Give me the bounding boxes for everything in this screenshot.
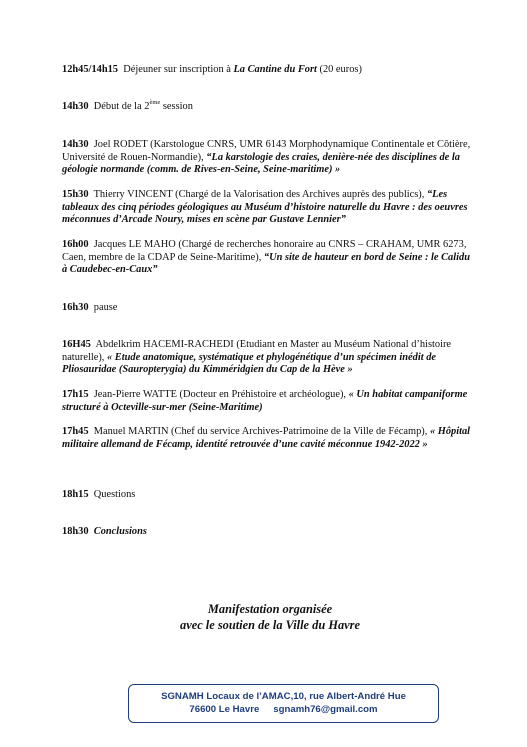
organizer-line-1: Manifestation organisée bbox=[207, 602, 333, 616]
description: Début de la 2 bbox=[93, 101, 150, 112]
time: 12h45/14h15 bbox=[62, 64, 119, 75]
schedule-item-rodet bbox=[62, 139, 472, 177]
speaker: Abdelkrim HACEMI-RACHEDI (Etudiant en Master au Muséum National d’histoire naturelle), bbox=[62, 339, 452, 363]
time: 18h15 bbox=[62, 489, 89, 500]
time: 16h00 bbox=[62, 239, 89, 250]
speaker: Joel RODET (Karstologue CNRS, UMR 6143 Morphodynamique Continentale et Côtière, Université de Rouen-Normandie), bbox=[62, 139, 471, 163]
time: 17h45 bbox=[62, 426, 89, 437]
superscript: ème bbox=[149, 98, 161, 106]
time: 14h30 bbox=[62, 139, 89, 150]
time: 14h30 bbox=[62, 101, 89, 112]
talk-title: « Hôpital militaire allemand de Fécamp, identité retrouvée d’une cavité méconnue 1942-2022 » bbox=[62, 426, 471, 450]
talk-title: “Les tableaux des cinq périodes géologiques au Muséum d’histoire naturelle du Havre : des oeuvres méconnues d’Arcade Noury, mises en scène par Gustave Lennier” bbox=[62, 189, 468, 226]
contact-email[interactable]: sgnamh76@gmail.com bbox=[273, 704, 378, 715]
description: Conclusions bbox=[93, 526, 147, 537]
schedule-item-vincent bbox=[62, 189, 472, 227]
venue: La Cantine du Fort bbox=[233, 64, 317, 75]
talk-title: « Etude anatomique, systématique et phylogénétique d’un spécimen inédit de Pliosauridae (Sauropterygia) du Kimméridgien du Cap de la Hève » bbox=[62, 351, 437, 376]
schedule-item-le-maho bbox=[62, 239, 472, 277]
contact-address: SGNAMH Locaux de l’AMAC,10, rue Albert-André Hue bbox=[161, 691, 406, 702]
time: 17h15 bbox=[62, 389, 89, 400]
time: 15h30 bbox=[62, 189, 89, 200]
schedule-item-watte bbox=[62, 389, 472, 414]
time: 16h30 bbox=[62, 302, 89, 313]
schedule-item-pause bbox=[62, 302, 472, 315]
schedule-item-conclusions bbox=[62, 526, 472, 539]
talk-title: “Un site de hauteur en bord de Seine : le Calidu à Caudebec-en-Caux” bbox=[62, 251, 470, 276]
description: Déjeuner sur inscription à bbox=[123, 64, 234, 75]
time: 18h30 bbox=[62, 526, 89, 537]
contact-box bbox=[128, 684, 439, 723]
description-end: session bbox=[160, 101, 193, 112]
schedule-item-questions bbox=[62, 489, 472, 502]
organizer-note bbox=[120, 601, 420, 633]
description: Questions bbox=[93, 489, 136, 500]
price: (20 euros) bbox=[316, 64, 362, 75]
description: pause bbox=[93, 302, 118, 313]
schedule-item-lunch bbox=[62, 64, 472, 77]
organizer-line-2: avec le soutien de la Ville du Havre bbox=[180, 618, 360, 632]
speaker: Thierry VINCENT (Chargé de la Valorisation des Archives auprès des publics), bbox=[93, 189, 427, 200]
time: 16H45 bbox=[62, 339, 91, 350]
contact-city: 76600 Le Havre bbox=[189, 704, 260, 715]
speaker: Manuel MARTIN (Chef du service Archives-Patrimoine de la Ville de Fécamp), bbox=[93, 426, 430, 437]
schedule-item-hacemi bbox=[62, 339, 472, 377]
schedule-item-session-start bbox=[62, 98, 472, 114]
speaker: Jean-Pierre WATTE (Docteur en Préhistoire et archéologue), bbox=[93, 389, 349, 400]
talk-title: « Un habitat campaniforme structuré à Octeville-sur-mer (Seine-Maritime) bbox=[62, 389, 468, 413]
speaker: Jacques LE MAHO (Chargé de recherches honoraire au CNRS – CRAHAM, UMR 6273, Caen, membre de la CDAP de Seine-Maritime), bbox=[62, 239, 467, 263]
talk-title: “La karstologie des craies, denière-née des disciplines de la géologie normande (comm. de Rives-en-Seine, Seine-maritime) » bbox=[62, 151, 460, 176]
schedule-item-martin bbox=[62, 426, 472, 451]
